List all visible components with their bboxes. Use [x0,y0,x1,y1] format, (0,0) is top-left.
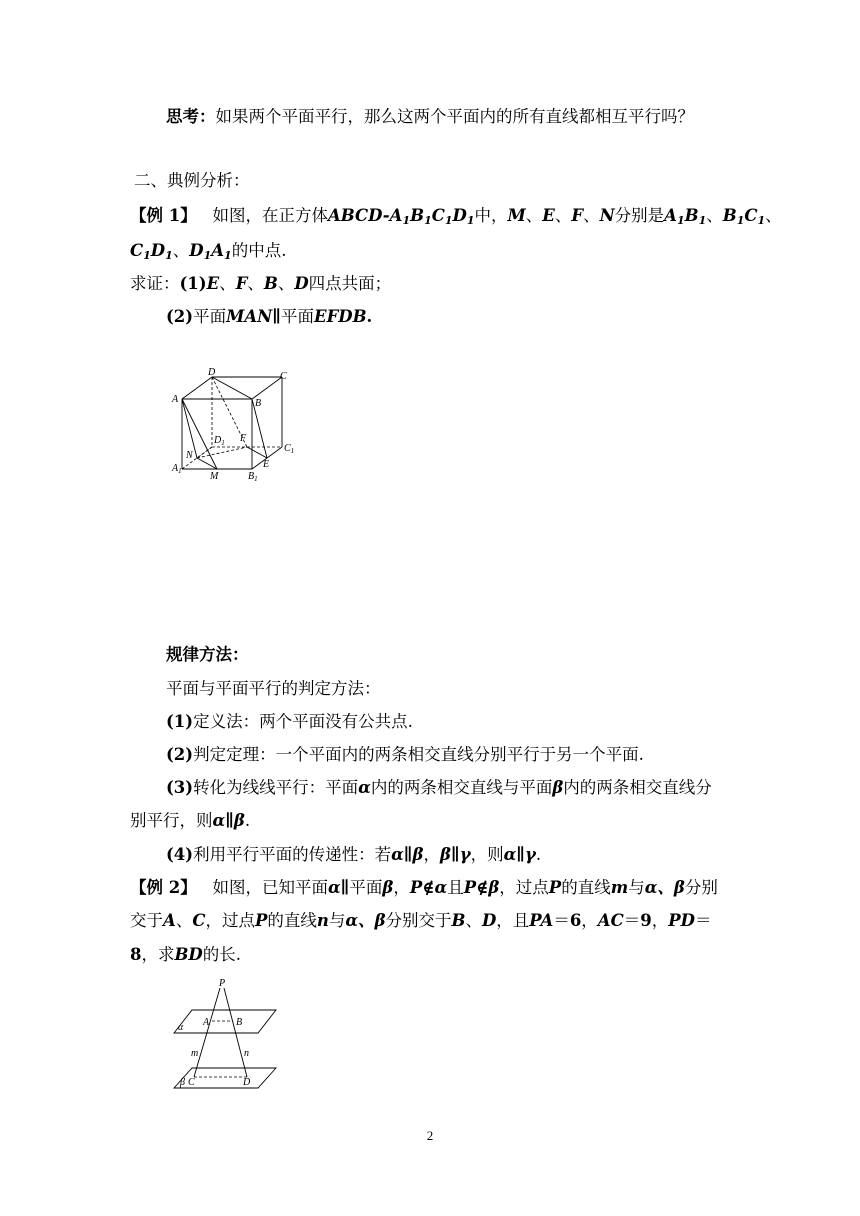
label-beta: β [180,1077,185,1088]
edge-d-b [212,377,252,399]
label-m: M [210,471,219,482]
cube-figure [168,365,303,485]
label-c1: $C_1$ [284,443,295,455]
method-item1: (1)定义法：两个平面没有公共点. [166,712,413,731]
seg-b1c1: $B_1C_1$ [722,206,766,227]
label-d: D [208,367,216,378]
example2-line2: 交于A、C，过点P的直线n与α、β分别交于B、D，且PA＝6，AC＝9，PD＝ [130,911,712,930]
pt-e: E [542,206,555,225]
example2-line3: 8，求BD的长. [130,945,241,964]
method-item4: (4)利用平行平面的传递性：若α∥β，β∥γ，则α∥γ. [166,845,542,864]
prove-label: 求证： [130,274,180,293]
example1-line2: $C_1D_1$、$D_1A_1$的中点. [130,241,287,262]
edge-a-d [182,377,212,399]
plane-efdb: EFDB [314,307,367,326]
seg-a1b1: $A_1B_1$ [664,206,707,227]
edge-e-f [247,447,267,458]
method-item3-line1: (3)转化为线线平行：平面α内的两条相交直线与平面β内的两条相交直线分 [166,778,712,797]
are-text: 分别是 [614,206,665,225]
label-n: n [244,1048,249,1059]
prove-part2: (2)平面MAN∥平面EFDB. [166,307,373,326]
part1-tail: 四点共面； [308,274,392,293]
label-m: m [191,1048,199,1059]
seg-d1a1: $D_1A_1$ [189,241,232,262]
pt-f: F [571,206,584,225]
planes-figure [168,975,283,1093]
section-title: 二、典例分析： [134,171,250,190]
label-c: C [188,1077,195,1088]
prove-part1: 求证：(1)E、F、B、D四点共面； [130,274,392,293]
midpoint-text: 的中点. [231,241,287,260]
label-d1: $D_1$ [214,435,225,447]
page-number: 2 [426,1128,434,1143]
label-p: P [219,978,226,989]
method-heading: 平面与平面平行的判定方法： [166,679,381,698]
method-item3-line2: 别平行，则α∥β. [130,811,251,830]
label-f: F [240,433,247,444]
example1-tag: 【例 1】 [130,206,197,225]
example2-line1: 【例 2】 如图，已知平面α∥平面β，P∉α且P∉β，过点P的直线m与α、β分别 [130,878,718,897]
label-a: A [172,394,179,405]
in-text: 中， [474,206,508,225]
example1-line1: 【例 1】 如图，在正方体ABCD-$A_1B_1C_1D_1$中，M、E、F、N分别是$A_1B_1$、$B_1C_1$、 [130,206,782,227]
label-b: B [236,1017,243,1028]
cube-name: ABCD-$A_1B_1C_1D_1$ [327,206,475,227]
example1-intro: 如图，在正方体 [212,206,328,225]
pt-m: M [507,206,526,225]
label-d: D [243,1077,251,1088]
pt-n: N [599,206,615,225]
line-m [194,988,220,1077]
think-paragraph [166,106,694,128]
method-title: 规律方法： [166,645,249,664]
label-a: A [203,1017,210,1028]
think-text: 如果两个平面平行，那么这两个平面内的所有直线都相互平行吗？ [215,107,694,126]
think-label: 思考： [166,107,216,126]
label-alpha: α [178,1022,184,1033]
edge-b-c [252,377,282,399]
label-b: B [255,398,262,409]
example2-tag: 【例 2】 [130,878,197,897]
seg-c1d1: $C_1D_1$ [130,241,173,262]
label-c: C [280,371,287,382]
plane-alpha [174,1010,276,1033]
label-n: N [186,450,193,461]
plane-man: MAN [226,307,273,326]
label-a1: $A_1$ [172,463,182,475]
line-n [224,988,247,1077]
method-item2: (2)判定定理：一个平面内的两条相交直线分别平行于另一个平面. [166,745,644,764]
label-e: E [263,459,270,470]
label-b1: $B_1$ [248,471,258,483]
